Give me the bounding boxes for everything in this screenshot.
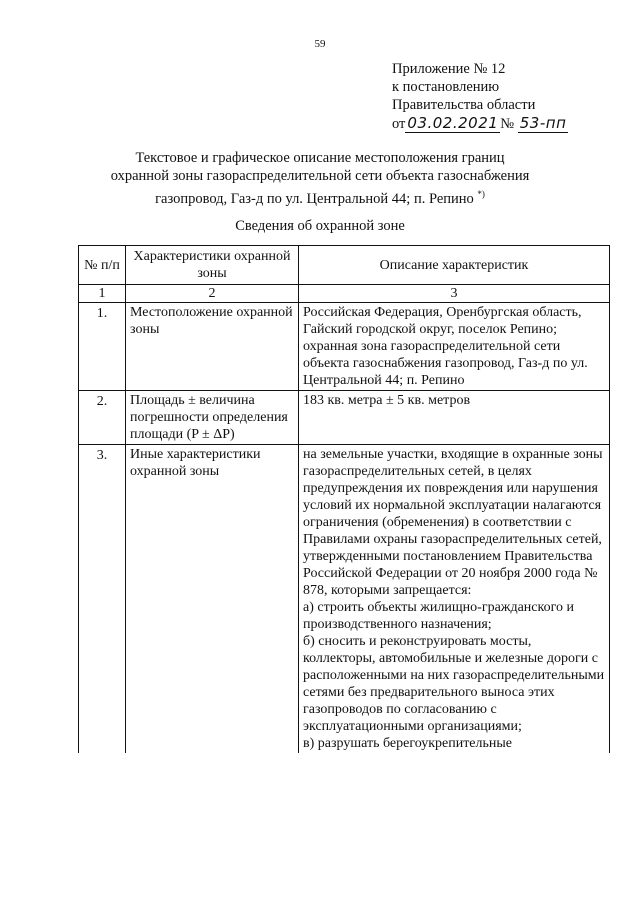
appendix-line-1: Приложение № 12 bbox=[392, 61, 506, 77]
appendix-line-2: к постановлению bbox=[392, 79, 500, 95]
column-number-1: 1 bbox=[79, 285, 126, 303]
section-subtitle: Сведения об охранной зоне bbox=[235, 218, 405, 234]
description-item-c: в) разрушать берегоукрепительные bbox=[303, 736, 513, 751]
header-number: № п/п bbox=[79, 246, 126, 285]
page-number: 59 bbox=[314, 38, 326, 50]
header-description: Описание характеристик bbox=[299, 246, 610, 285]
row-number: 2. bbox=[79, 391, 126, 445]
appendix-date-line bbox=[392, 114, 568, 133]
title-line-1: Текстовое и графическое описание местоположения границ bbox=[135, 150, 505, 166]
description-item-a: а) строить объекты жилищно-гражданского и производственного назначения; bbox=[303, 600, 574, 632]
footnote-mark: *) bbox=[477, 189, 485, 199]
table-header-row bbox=[79, 246, 610, 285]
row-description bbox=[299, 303, 610, 391]
row-number: 3. bbox=[79, 445, 126, 754]
column-number-row bbox=[79, 285, 610, 303]
title-line-2: охранной зоны газораспределительной сети объекта газоснабжения bbox=[110, 168, 530, 184]
row-number: 1. bbox=[79, 303, 126, 391]
protection-zone-table bbox=[78, 245, 610, 753]
table-row bbox=[79, 391, 610, 445]
row-characteristic: Площадь ± величина погрешности определения площади (P ± ΔP) bbox=[126, 391, 299, 445]
row-characteristic: Местоположение охранной зоны bbox=[126, 303, 299, 391]
handwritten-number: 53-пп bbox=[519, 114, 567, 132]
appendix-block bbox=[392, 60, 568, 133]
description-paragraph: 183 кв. метра ± 5 кв. метров bbox=[303, 393, 471, 408]
number-label: № bbox=[500, 116, 515, 132]
document-title bbox=[80, 149, 560, 208]
title-line-3-text: газопровод, Газ-д по ул. Центральной 44; п. Репино bbox=[155, 190, 474, 207]
description-paragraph: на земельные участки, входящие в охранные зоны газораспределительных сетей, в целях предупреждения их повреждения или нарушения условий их нормальной эксплуатации налагаются ограничения (обременения) в соответствии с Правилами охраны газораспределительных сетей, утвержденными постановлением Правительства Российской Федерации от 20 ноября 2000 года № 878, которыми запрещается: bbox=[303, 447, 603, 598]
description-paragraph: Российская Федерация, Оренбургская область, Гайский городской округ, поселок Репино; охранная зона газораспределительной сети объекта газоснабжения газопровод, Газ-д по ул. Центральной 44; п. Репино bbox=[303, 305, 588, 388]
description-item-b: б) сносить и реконструировать мосты, коллекторы, автомобильные и железные дороги с расположенными на них газораспределительными сетями без предварительного выноса этих газопроводов по согласованию с эксплуатационными организациями; bbox=[303, 634, 605, 734]
table-row bbox=[79, 303, 610, 391]
row-description bbox=[299, 445, 610, 754]
header-characteristic: Характеристики охранной зоны bbox=[126, 246, 299, 285]
row-characteristic: Иные характеристики охранной зоны bbox=[126, 445, 299, 754]
table-row bbox=[79, 445, 610, 754]
column-number-3: 3 bbox=[299, 285, 610, 303]
column-number-2: 2 bbox=[126, 285, 299, 303]
handwritten-date: 03.02.2021 bbox=[407, 114, 499, 132]
appendix-line-3: Правительства области bbox=[392, 97, 536, 113]
title-line-3 bbox=[80, 185, 560, 208]
from-label: от bbox=[392, 116, 406, 132]
row-description bbox=[299, 391, 610, 445]
